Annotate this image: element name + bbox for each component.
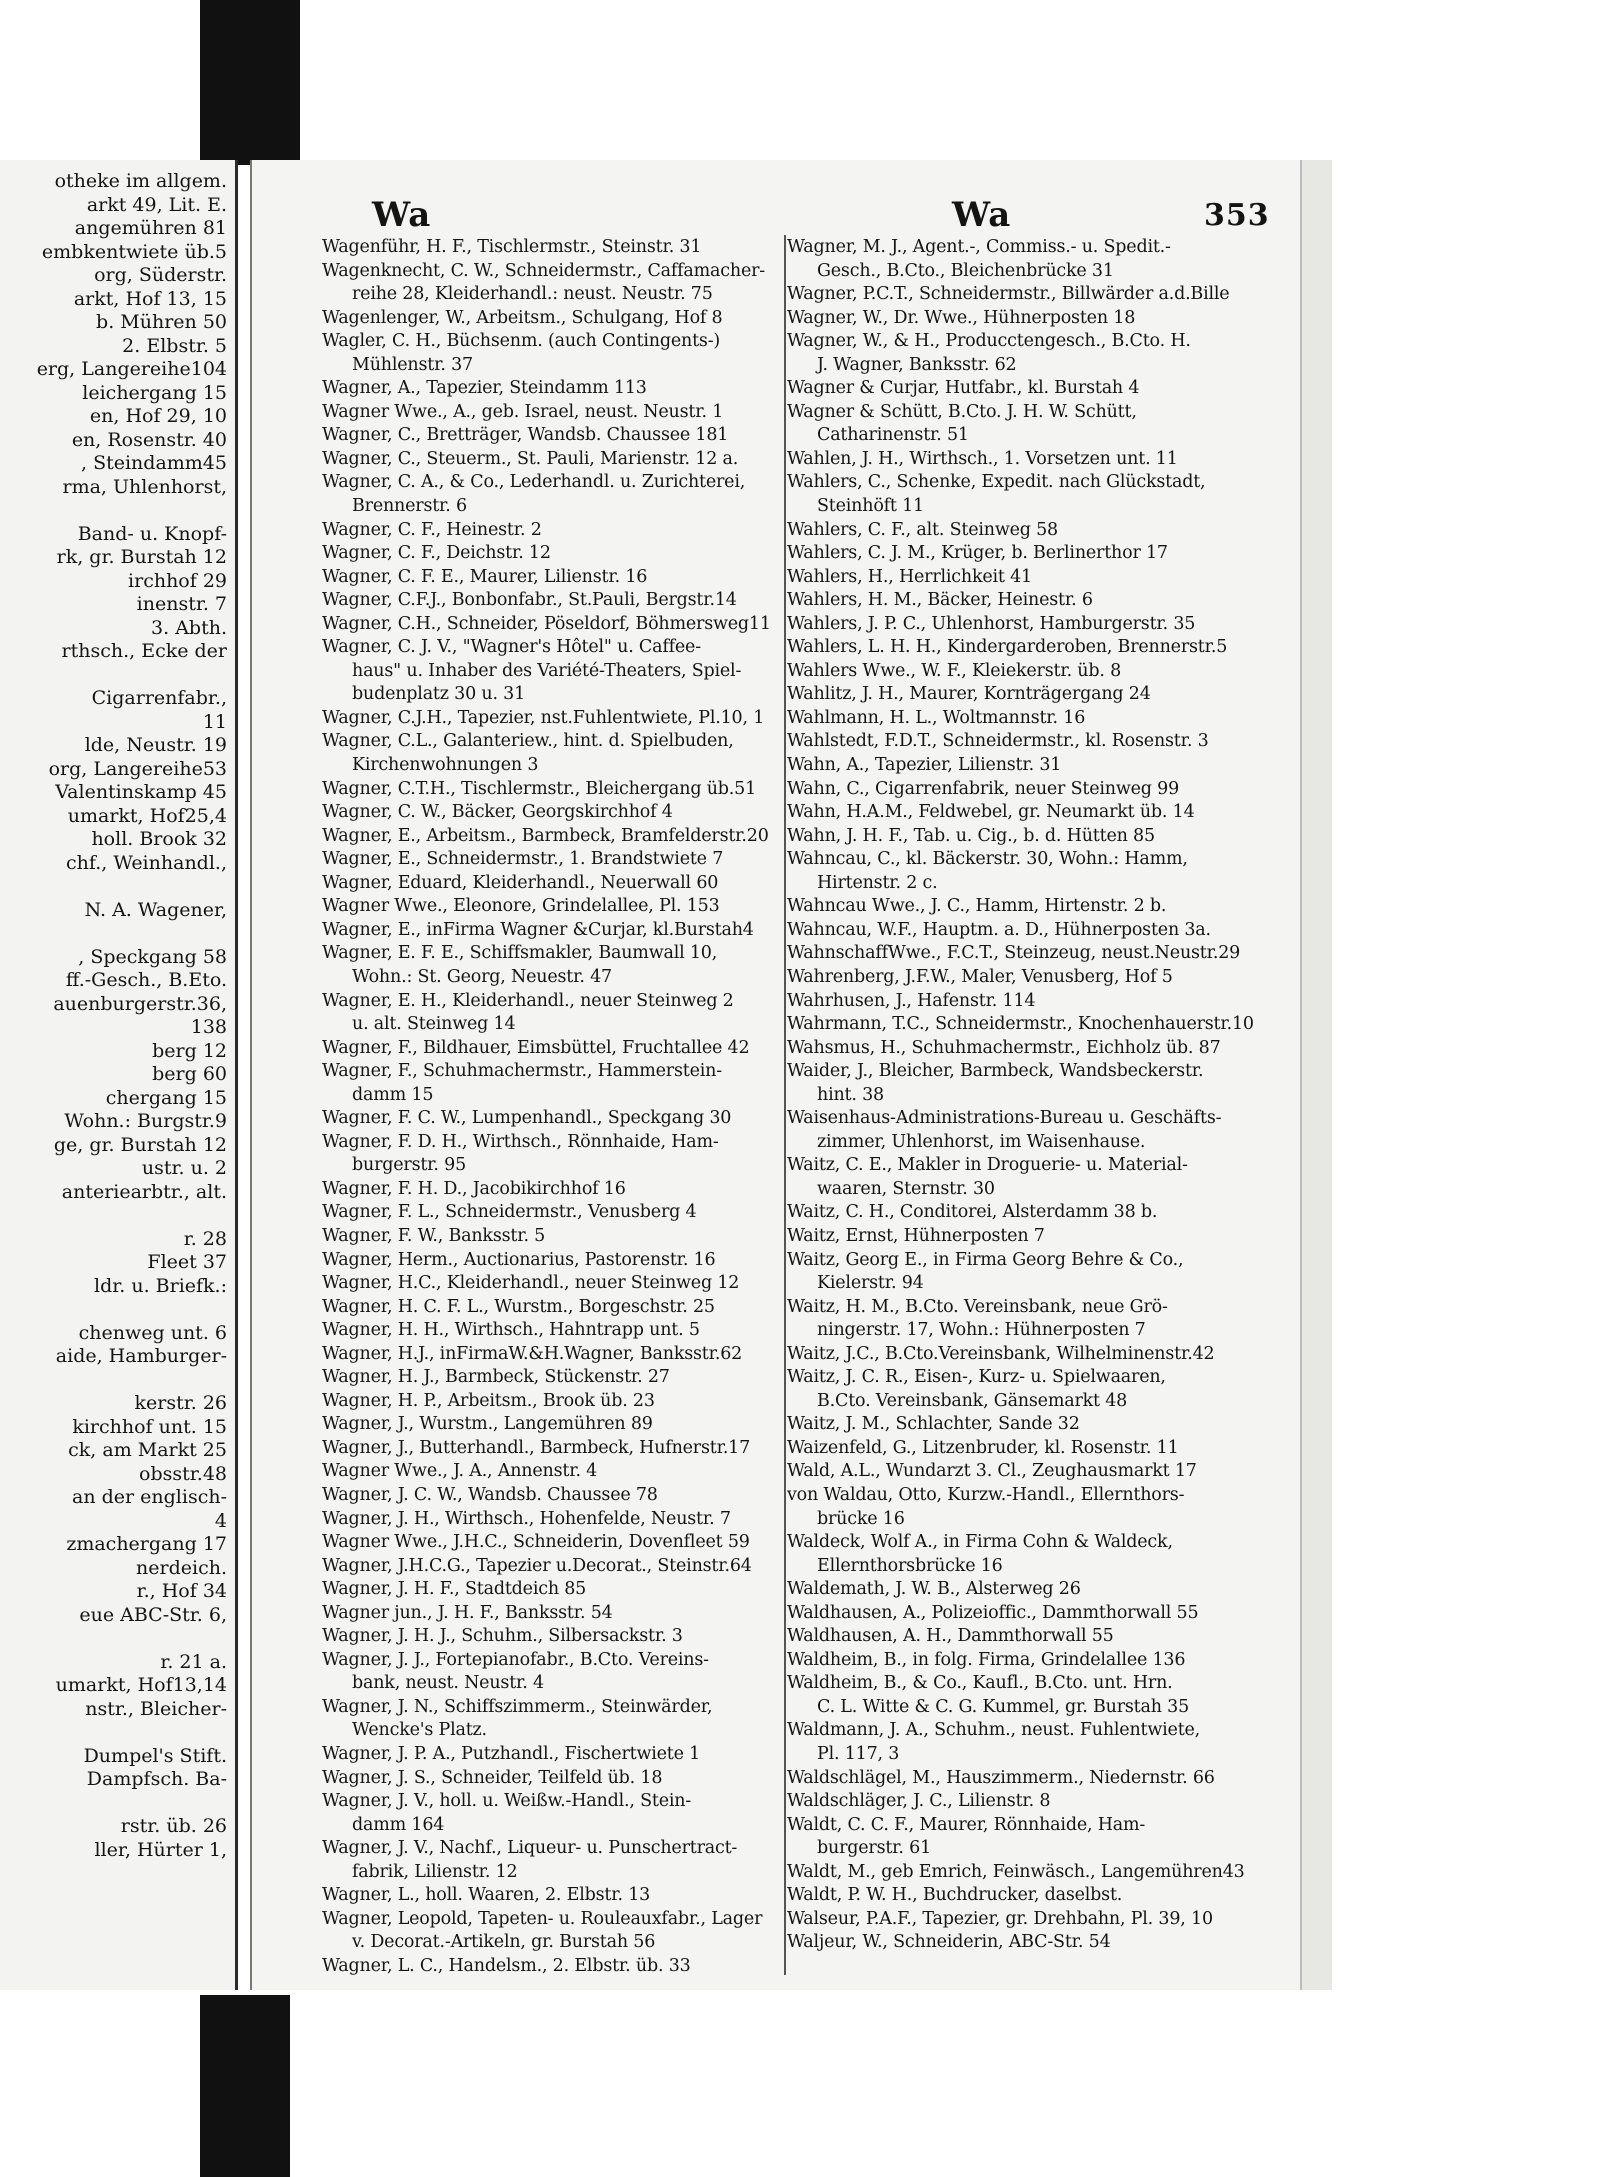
left-page-line: ck, am Markt 25 bbox=[68, 1439, 227, 1461]
directory-entry-line: Wahlitz, J. H., Maurer, Kornträgergang 24 bbox=[787, 684, 1151, 705]
directory-entry-line: burgerstr. 95 bbox=[352, 1155, 467, 1176]
directory-entry-line: Wahlers, H., Herrlichkeit 41 bbox=[787, 566, 1032, 587]
directory-entry-line: Waldhausen, A., Polizeioffic., Dammthorwall 55 bbox=[787, 1602, 1199, 1623]
directory-entry-line: Wagner, H. H., Wirthsch., Hahntrapp unt. 5 bbox=[322, 1320, 700, 1341]
left-page-line: 4 bbox=[214, 1509, 227, 1532]
directory-entry-line: Wahlen, J. H., Wirthsch., 1. Vorsetzen unt. 11 bbox=[787, 448, 1178, 469]
left-page-line: nstr., Bleicher- bbox=[85, 1697, 227, 1720]
directory-entry-line: Wagner, J. P. A., Putzhandl., Fischertwiete 1 bbox=[322, 1744, 701, 1764]
left-page-line: 138 bbox=[190, 1016, 227, 1038]
directory-entry-line: Wohn.: St. Georg, Neuestr. 47 bbox=[352, 966, 612, 987]
directory-entry-line: Wagner, H. P., Arbeitsm., Brook üb. 23 bbox=[322, 1390, 655, 1411]
directory-entry-line: Waldheim, B., & Co., Kaufl., B.Cto. unt. Hrn. bbox=[787, 1673, 1173, 1694]
directory-entry-line: reihe 28, Kleiderhandl.: neust. Neustr. 75 bbox=[352, 284, 713, 305]
directory-entry-line: Pl. 117, 3 bbox=[817, 1744, 900, 1764]
directory-entry-line: Wagner & Schütt, B.Cto. J. H. W. Schütt, bbox=[787, 401, 1137, 422]
left-page-line: ff.-Gesch., B.Eto. bbox=[65, 969, 227, 991]
directory-entry-line: Waitz, J. M., Schlachter, Sande 32 bbox=[787, 1414, 1080, 1435]
directory-entry-line: Kielerstr. 94 bbox=[817, 1273, 924, 1294]
left-page-line: nerdeich. bbox=[136, 1556, 227, 1579]
left-page-line: ldr. u. Briefk.: bbox=[94, 1274, 227, 1297]
book-spine-top bbox=[200, 0, 300, 165]
directory-entry-line: Wahrhusen, J., Hafenstr. 114 bbox=[787, 990, 1036, 1011]
left-page-line: 2. Elbstr. 5 bbox=[122, 334, 227, 357]
directory-entry-line: Wahn, H.A.M., Feldwebel, gr. Neumarkt üb. 14 bbox=[787, 802, 1195, 823]
directory-entry-line: Wahncau, W.F., Hauptm. a. D., Hühnerposten 3a. bbox=[787, 919, 1211, 940]
left-page-line: inenstr. 7 bbox=[136, 593, 227, 615]
running-head-left: Wa bbox=[372, 195, 432, 235]
directory-entry-line: Wagenführ, H. F., Tischlermstr., Steinstr. 31 bbox=[322, 237, 702, 257]
directory-entry-line: von Waldau, Otto, Kurzw.-Handl., Ellernthors- bbox=[787, 1484, 1185, 1505]
book-spine-bottom bbox=[200, 1995, 290, 2177]
directory-entry-line: Wagner & Curjar, Hutfabr., kl. Burstah 4 bbox=[787, 378, 1140, 399]
directory-entry-line: Catharinenstr. 51 bbox=[817, 425, 969, 446]
directory-entry-line: Waldemath, J. W. B., Alsterweg 26 bbox=[787, 1579, 1081, 1600]
directory-entry-line: Wagner, C. A., & Co., Lederhandl. u. Zurichterei, bbox=[322, 472, 746, 493]
directory-entry-line: Wagner, L., holl. Waaren, 2. Elbstr. 13 bbox=[322, 1885, 651, 1906]
directory-entry-line: WahnschaffWwe., F.C.T., Steinzeug, neust.Neustr.29 bbox=[787, 943, 1241, 964]
directory-entry-line: Waldschlägel, M., Hauszimmerm., Niedernstr. 66 bbox=[787, 1767, 1215, 1788]
left-page-line: eue ABC-Str. 6, bbox=[79, 1603, 227, 1626]
directory-entry-line: Waldmann, J. A., Schuhm., neust. Fuhlentwiete, bbox=[787, 1720, 1201, 1741]
left-page-line: kerstr. 26 bbox=[134, 1392, 227, 1414]
directory-entry-line: Wagner, C., Steuerm., St. Pauli, Marienstr. 12 a. bbox=[322, 448, 739, 469]
directory-entry-line: damm 164 bbox=[352, 1814, 445, 1835]
left-page-line: angemühren 81 bbox=[74, 217, 227, 239]
left-page-line: otheke im allgem. bbox=[54, 170, 227, 192]
directory-entry-line: Wagner, C. F., Heinestr. 2 bbox=[322, 519, 542, 540]
directory-entry-line: Gesch., B.Cto., Bleichenbrücke 31 bbox=[817, 260, 1114, 281]
directory-entry-line: Wagner, J. H. F., Stadtdeich 85 bbox=[322, 1579, 587, 1600]
directory-entry-line: Wagner, C. F. E., Maurer, Lilienstr. 16 bbox=[322, 566, 648, 587]
directory-entry-line: Wagner, C.H., Schneider, Pöseldorf, Böhmersweg11 bbox=[322, 613, 771, 634]
left-page-line: rstr. üb. 26 bbox=[120, 1815, 227, 1837]
directory-entry-line: burgerstr. 61 bbox=[817, 1838, 932, 1859]
directory-entry-line: Wagner, C. W., Bäcker, Georgskirchhof 4 bbox=[322, 802, 673, 823]
left-page-line: holl. Brook 32 bbox=[91, 828, 227, 850]
directory-entry-line: Wagner, L. C., Handelsm., 2. Elbstr. üb. 33 bbox=[322, 1955, 691, 1976]
running-head-right: Wa bbox=[952, 195, 1012, 235]
left-page-line: an der englisch- bbox=[72, 1486, 227, 1508]
directory-entry-line: Wagner, Eduard, Kleiderhandl., Neuerwall 60 bbox=[322, 872, 719, 893]
directory-entry-line: Mühlenstr. 37 bbox=[352, 354, 473, 375]
left-page-line: arkt, Hof 13, 15 bbox=[73, 287, 227, 310]
directory-entry-line: budenplatz 30 u. 31 bbox=[352, 684, 526, 705]
left-page-line: b. Mühren 50 bbox=[96, 311, 227, 333]
directory-entry-line: Wagner, F. L., Schneidermstr., Venusberg 4 bbox=[322, 1202, 697, 1223]
directory-entry-line: Wahrmann, T.C., Schneidermstr., Knochenhauerstr.10 bbox=[787, 1014, 1254, 1035]
left-page-line: chenweg unt. 6 bbox=[78, 1321, 227, 1344]
page-number: 353 bbox=[1204, 198, 1270, 233]
left-page-line: anteriearbtr., alt. bbox=[61, 1180, 227, 1203]
directory-entry-line: Wagner, F. H. D., Jacobikirchhof 16 bbox=[322, 1178, 626, 1199]
directory-entry-line: Waldheim, B., in folg. Firma, Grindelallee 136 bbox=[787, 1649, 1186, 1670]
directory-entry-line: Waizenfeld, G., Litzenbruder, kl. Rosenstr. 11 bbox=[787, 1437, 1179, 1458]
directory-entry-line: Walseur, P.A.F., Tapezier, gr. Drehbahn, Pl. 39, 10 bbox=[787, 1908, 1213, 1929]
left-page-line: Fleet 37 bbox=[147, 1251, 227, 1273]
left-page-line: erg, Langereihe104 bbox=[36, 358, 227, 380]
directory-entry-line: Wagner Wwe., A., geb. Israel, neust. Neustr. 1 bbox=[322, 401, 724, 422]
directory-entry-line: Steinhöft 11 bbox=[817, 496, 924, 517]
left-page-line: Dampfsch. Ba- bbox=[86, 1768, 227, 1790]
directory-entry-line: Wahrenberg, J.F.W., Maler, Venusberg, Hof 5 bbox=[787, 966, 1173, 987]
directory-entry-line: waaren, Sternstr. 30 bbox=[817, 1178, 995, 1199]
directory-entry-line: Wagner, C. F., Deichstr. 12 bbox=[322, 543, 551, 564]
directory-entry-line: Wagner, J., Wurstm., Langemühren 89 bbox=[322, 1414, 653, 1435]
directory-entry-line: Wencke's Platz. bbox=[352, 1720, 487, 1741]
directory-entry-line: Wagner, J. S., Schneider, Teilfeld üb. 18 bbox=[322, 1767, 663, 1788]
directory-entry-line: Waldhausen, A. H., Dammthorwall 55 bbox=[787, 1626, 1114, 1647]
directory-entry-line: Wagner, E., Schneidermstr., 1. Brandstwiete 7 bbox=[322, 849, 724, 870]
directory-entry-line: haus" u. Inhaber des Variété-Theaters, Spiel- bbox=[352, 660, 742, 681]
directory-entry-line: Wagner, C.J.H., Tapezier, nst.Fuhlentwiete, Pl.10, 1 bbox=[322, 707, 765, 728]
directory-entry-line: Wahlers, H. M., Bäcker, Heinestr. 6 bbox=[787, 590, 1093, 611]
directory-entry-line: Wagner, J. N., Schiffszimmerm., Steinwärder, bbox=[322, 1696, 713, 1717]
directory-entry-line: zimmer, Uhlenhorst, im Waisenhause. bbox=[817, 1131, 1146, 1152]
left-page-line: Wohn.: Burgstr.9 bbox=[64, 1110, 227, 1132]
directory-entry-line: ningerstr. 17, Wohn.: Hühnerposten 7 bbox=[817, 1320, 1146, 1341]
directory-entry-line: Wahn, C., Cigarrenfabrik, neuer Steinweg 99 bbox=[787, 778, 1180, 799]
left-page-line: en, Hof 29, 10 bbox=[89, 405, 227, 427]
left-page-line: berg 60 bbox=[152, 1063, 227, 1085]
left-page-line: embkentwiete üb.5 bbox=[41, 240, 227, 263]
left-page-line: umarkt, Hof25,4 bbox=[67, 804, 227, 827]
left-page-line: Valentinskamp 45 bbox=[55, 781, 227, 803]
directory-entry-line: Wagner, J. H., Wirthsch., Hohenfelde, Neustr. 7 bbox=[322, 1508, 731, 1529]
directory-entry-line: fabrik, Lilienstr. 12 bbox=[352, 1861, 518, 1882]
directory-entry-line: Wagenlenger, W., Arbeitsm., Schulgang, Hof 8 bbox=[322, 307, 723, 328]
directory-entry-line: Waitz, J. C. R., Eisen-, Kurz- u. Spielwaaren, bbox=[787, 1367, 1166, 1388]
directory-entry-line: u. alt. Steinweg 14 bbox=[352, 1014, 516, 1035]
directory-entry-line: Wagner, H. C. F. L., Wurstm., Borgeschstr. 25 bbox=[322, 1296, 715, 1317]
directory-entry-line: Wagner, W., Dr. Wwe., Hühnerposten 18 bbox=[787, 307, 1136, 328]
column-divider bbox=[784, 235, 786, 1975]
directory-entry-line: Wahn, J. H. F., Tab. u. Cig., b. d. Hütten 85 bbox=[787, 825, 1155, 846]
left-page-line: auenburgerstr.36, bbox=[53, 992, 227, 1015]
directory-entry-line: Wagner, E. H., Kleiderhandl., neuer Steinweg 2 bbox=[322, 990, 734, 1011]
directory-entry-line: Wagner Wwe., Eleonore, Grindelallee, Pl. 153 bbox=[322, 896, 720, 917]
left-page-line: chf., Weinhandl., bbox=[65, 851, 227, 874]
directory-entry-line: Wagner, H. J., Barmbeck, Stückenstr. 27 bbox=[322, 1367, 670, 1388]
directory-entry-line: Wagner, H.J., inFirmaW.&H.Wagner, Banksstr.62 bbox=[322, 1343, 743, 1364]
directory-entry-line: Wagner, M. J., Agent.-, Commiss.- u. Spedit.- bbox=[787, 237, 1171, 257]
directory-entry-line: Wagner, C.L., Galanteriew., hint. d. Spielbuden, bbox=[322, 731, 734, 752]
left-page-line: kirchhof unt. 15 bbox=[72, 1415, 227, 1438]
directory-entry-line: Wagner, J. H. J., Schuhm., Silbersackstr. 3 bbox=[322, 1626, 683, 1647]
directory-entry-line: Wagner jun., J. H. F., Banksstr. 54 bbox=[322, 1602, 613, 1623]
left-page-line: , Speckgang 58 bbox=[78, 945, 227, 968]
left-page-line: org, Süderstr. bbox=[94, 264, 227, 286]
directory-entry-line: Waldt, M., geb Emrich, Feinwäsch., Langemühren43 bbox=[787, 1861, 1245, 1882]
directory-entry-line: Wagner, J. J., Fortepianofabr., B.Cto. Vereins- bbox=[322, 1649, 709, 1670]
directory-entry-line: Wagner, C.F.J., Bonbonfabr., St.Pauli, Bergstr.14 bbox=[322, 590, 737, 611]
directory-entry-line: Waitz, J.C., B.Cto.Vereinsbank, Wilhelminenstr.42 bbox=[787, 1343, 1215, 1364]
left-page-line: lde, Neustr. 19 bbox=[84, 734, 227, 756]
left-page-line: rma, Uhlenhorst, bbox=[62, 475, 227, 498]
directory-entry-line: Wagner Wwe., J.H.C., Schneiderin, Dovenfleet 59 bbox=[322, 1532, 750, 1553]
directory-entry-line: Wagner, C., Bretträger, Wandsb. Chaussee 181 bbox=[322, 425, 729, 446]
directory-entry-line: Wagner, F., Schuhmachermstr., Hammerstein- bbox=[322, 1061, 722, 1082]
directory-entry-line: Wahncau Wwe., J. C., Hamm, Hirtenstr. 2 b. bbox=[787, 896, 1167, 917]
directory-entry-line: Wahncau, C., kl. Bäckerstr. 30, Wohn.: Hamm, bbox=[787, 849, 1188, 870]
directory-entry-line: Ellernthorsbrücke 16 bbox=[817, 1555, 1003, 1576]
directory-entry-line: Wagner, Leopold, Tapeten- u. Rouleauxfabr., Lager bbox=[322, 1908, 763, 1929]
directory-entry-line: Wagner, F., Bildhauer, Eimsbüttel, Fruchtallee 42 bbox=[322, 1037, 750, 1058]
directory-entry-line: Wagner, A., Tapezier, Steindamm 113 bbox=[322, 378, 647, 399]
directory-entry-line: Wagner, F. W., Banksstr. 5 bbox=[322, 1225, 546, 1246]
directory-entry-line: Wagler, C. H., Büchsenm. (auch Contingents-) bbox=[322, 331, 721, 352]
directory-entry-line: Wagner, J. V., Nachf., Liqueur- u. Punschertract- bbox=[322, 1838, 738, 1859]
directory-entry-line: Wagenknecht, C. W., Schneidermstr., Caffamacher- bbox=[322, 260, 765, 281]
directory-entry-line: Wahlers, J. P. C., Uhlenhorst, Hamburgerstr. 35 bbox=[787, 613, 1196, 634]
left-page-line: N. A. Wagener, bbox=[84, 898, 227, 921]
directory-entry-line: Wahlers, C., Schenke, Expedit. nach Glückstadt, bbox=[787, 472, 1206, 493]
directory-entry-line: Waider, J., Bleicher, Barmbeck, Wandsbeckerstr. bbox=[787, 1061, 1204, 1082]
directory-entry-line: Waljeur, W., Schneiderin, ABC-Str. 54 bbox=[787, 1932, 1111, 1953]
left-page-line: 3. Abth. bbox=[151, 616, 227, 639]
directory-entry-line: Waitz, H. M., B.Cto. Vereinsbank, neue Grö- bbox=[787, 1296, 1168, 1317]
directory-entry-line: Wagner, H.C., Kleiderhandl., neuer Steinweg 12 bbox=[322, 1273, 740, 1294]
directory-entry-line: C. L. Witte & C. G. Kummel, gr. Burstah 35 bbox=[817, 1696, 1190, 1717]
directory-entry-line: Wahn, A., Tapezier, Lilienstr. 31 bbox=[787, 755, 1062, 776]
left-page-line: r. 28 bbox=[183, 1227, 227, 1250]
left-page bbox=[0, 160, 238, 1990]
left-page-line: 11 bbox=[202, 710, 227, 733]
directory-entry-line: Waisenhaus-Administrations-Bureau u. Geschäfts- bbox=[787, 1108, 1222, 1129]
directory-entry-line: Wahlmann, H. L., Woltmannstr. 16 bbox=[787, 707, 1086, 728]
directory-entry-line: Wagner, J. C. W., Wandsb. Chaussee 78 bbox=[322, 1484, 658, 1505]
left-page-line: Dumpel's Stift. bbox=[83, 1744, 227, 1767]
directory-entry-line: Wagner, J., Butterhandl., Barmbeck, Hufnerstr.17 bbox=[322, 1437, 751, 1458]
directory-entry-line: Waitz, Georg E., in Firma Georg Behre & Co., bbox=[787, 1249, 1184, 1270]
left-page-line: r., Hof 34 bbox=[136, 1580, 227, 1602]
left-page-line: obsstr.48 bbox=[139, 1462, 227, 1485]
directory-entry-line: Wahsmus, H., Schuhmachermstr., Eichholz üb. 87 bbox=[787, 1037, 1221, 1058]
left-page-line: umarkt, Hof13,14 bbox=[55, 1674, 227, 1696]
left-page-line: aide, Hamburger- bbox=[55, 1345, 227, 1367]
directory-entry-line: Waldt, P. W. H., Buchdrucker, daselbst. bbox=[787, 1885, 1123, 1906]
directory-entry-line: Wagner, C.T.H., Tischlermstr., Bleichergang üb.51 bbox=[322, 778, 756, 799]
directory-entry-line: Hirtenstr. 2 c. bbox=[817, 872, 938, 893]
directory-entry-line: Waitz, C. E., Makler in Droguerie- u. Material- bbox=[787, 1155, 1188, 1176]
directory-entry-line: brücke 16 bbox=[817, 1508, 905, 1529]
directory-entry-line: Wagner, W., & H., Producctengesch., B.Cto. H. bbox=[787, 331, 1191, 352]
left-page-line: irchhof 29 bbox=[128, 569, 227, 592]
directory-entry-line: Wagner Wwe., J. A., Annenstr. 4 bbox=[322, 1461, 598, 1482]
left-page-line: arkt 49, Lit. E. bbox=[86, 193, 227, 216]
directory-entry-line: Wagner, J.H.C.G., Tapezier u.Decorat., Steinstr.64 bbox=[322, 1555, 752, 1576]
left-page-line: en, Rosenstr. 40 bbox=[71, 428, 227, 451]
directory-entry-line: Wahlers, L. H. H., Kindergarderoben, Brennerstr.5 bbox=[787, 637, 1228, 658]
directory-entry-line: Brennerstr. 6 bbox=[352, 496, 467, 517]
directory-entry-line: v. Decorat.-Artikeln, gr. Burstah 56 bbox=[352, 1932, 656, 1953]
directory-entry-line: Waldeck, Wolf A., in Firma Cohn & Waldeck, bbox=[787, 1532, 1173, 1553]
directory-entry-line: Wald, A.L., Wundarzt 3. Cl., Zeughausmarkt 17 bbox=[787, 1461, 1197, 1482]
directory-entry-line: Wahlstedt, F.D.T., Schneidermstr., kl. Rosenstr. 3 bbox=[787, 731, 1209, 752]
right-page bbox=[250, 160, 1302, 1990]
directory-entry-line: Wagner, C. J. V., "Wagner's Hôtel" u. Caffee- bbox=[322, 637, 701, 658]
left-page-line: rk, gr. Burstah 12 bbox=[56, 546, 227, 568]
directory-entry-line: Kirchenwohnungen 3 bbox=[352, 755, 539, 776]
directory-entry-line: Waitz, C. H., Conditorei, Alsterdamm 38 b. bbox=[787, 1202, 1158, 1223]
directory-entry-line: Waitz, Ernst, Hühnerposten 7 bbox=[787, 1225, 1045, 1246]
directory-entry-line: Wagner, E., inFirma Wagner &Curjar, kl.Burstah4 bbox=[322, 919, 754, 940]
directory-entry-line: Wagner, E. F. E., Schiffsmakler, Baumwall 10, bbox=[322, 943, 718, 964]
left-page-line: ustr. u. 2 bbox=[141, 1157, 227, 1179]
left-page-line: chergang 15 bbox=[105, 1086, 227, 1109]
left-page-line: rthsch., Ecke der bbox=[61, 640, 227, 662]
column-2 bbox=[787, 236, 1257, 1955]
directory-entry-line: B.Cto. Vereinsbank, Gänsemarkt 48 bbox=[817, 1390, 1128, 1411]
directory-entry-line: Wagner, J. V., holl. u. Weißw.-Handl., Stein- bbox=[322, 1791, 692, 1812]
directory-entry-line: Wahlers, C. J. M., Krüger, b. Berlinerthor 17 bbox=[787, 543, 1168, 564]
left-page-line: berg 12 bbox=[152, 1039, 227, 1062]
left-page-line: org, Langereihe53 bbox=[48, 757, 227, 780]
directory-entry-line: bank, neust. Neustr. 4 bbox=[352, 1673, 544, 1694]
directory-entry-line: Waldt, C. C. F., Maurer, Rönnhaide, Ham- bbox=[787, 1814, 1146, 1835]
left-page-line: leichergang 15 bbox=[82, 381, 227, 404]
left-page-line: Band- u. Knopf- bbox=[77, 522, 227, 545]
directory-entry-line: Wagner, Herm., Auctionarius, Pastorenstr. 16 bbox=[322, 1249, 716, 1270]
left-page-line: r. 21 a. bbox=[160, 1650, 227, 1673]
left-page-line: ller, Hürter 1, bbox=[94, 1838, 227, 1861]
directory-entry-line: Wagner, E., Arbeitsm., Barmbeck, Bramfelderstr.20 bbox=[322, 825, 769, 846]
left-page-line: Cigarrenfabr., bbox=[91, 687, 227, 709]
directory-entry-line: Wahlers Wwe., W. F., Kleiekerstr. üb. 8 bbox=[787, 660, 1122, 681]
directory-entry-line: hint. 38 bbox=[817, 1084, 884, 1105]
directory-entry-line: damm 15 bbox=[352, 1084, 434, 1105]
left-page-line: zmachergang 17 bbox=[66, 1533, 227, 1555]
directory-entry-line: J. Wagner, Banksstr. 62 bbox=[817, 354, 1017, 375]
directory-entry-line: Waldschläger, J. C., Lilienstr. 8 bbox=[787, 1791, 1051, 1812]
directory-entry-line: Wagner, F. D. H., Wirthsch., Rönnhaide, Ham- bbox=[322, 1131, 719, 1152]
directory-entry-line: Wahlers, C. F., alt. Steinweg 58 bbox=[787, 519, 1058, 540]
left-page-line: ge, gr. Burstah 12 bbox=[53, 1133, 227, 1156]
left-page-line: , Steindamm45 bbox=[81, 452, 227, 474]
directory-entry-line: Wagner, F. C. W., Lumpenhandl., Speckgang 30 bbox=[322, 1108, 732, 1129]
page-edge bbox=[1300, 160, 1332, 1990]
directory-entry-line: Wagner, P.C.T., Schneidermstr., Billwärder a.d.Bille bbox=[787, 284, 1230, 305]
column-1 bbox=[322, 236, 792, 1978]
